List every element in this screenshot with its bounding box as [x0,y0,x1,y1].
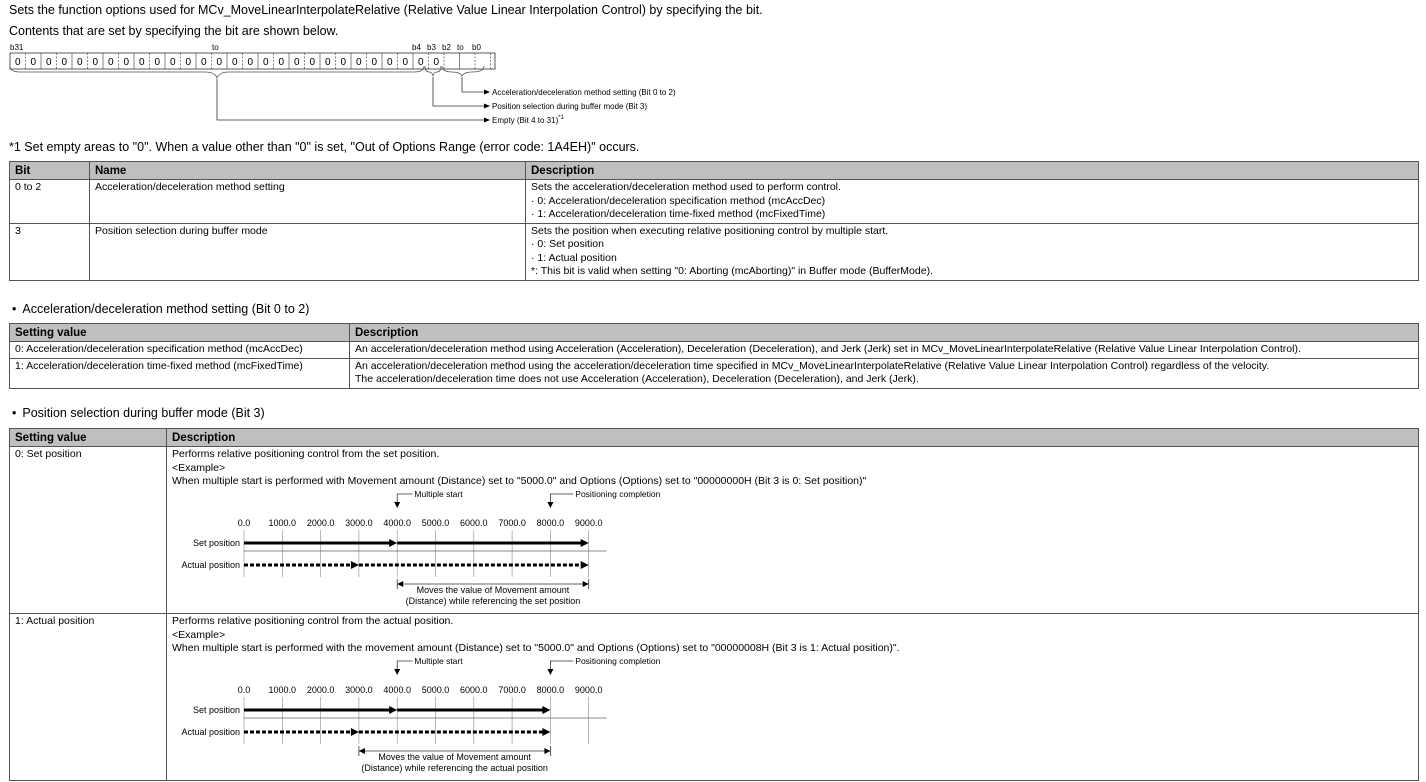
actual-position-arrowhead-2 [542,728,550,736]
section-title-acc: • Acceleration/deceleration method setting (Bit 0 to 2) [12,302,309,316]
tick-label: 7000.0 [498,684,526,695]
bit-cell-value: 0 [92,57,99,68]
footnote: *1 Set empty areas to "0". When a value other than "0" is set, "Out of Options Range (error code: 1A4EH)" occurs. [9,140,640,154]
desc-line: When multiple start is performed with the movement amount (Distance) set to "5000.0" and Options (Options) set to "00000008H (Bit 3 is 1: Actual position)". [172,642,900,654]
desc-line: Sets the acceleration/deceleration method used to perform control. [531,181,841,193]
note-arrowhead-left [359,748,365,754]
bit-cell-value: 0 [216,57,223,68]
bit-cell-value: 0 [278,57,285,68]
header-setting-value: Setting value [10,324,350,342]
bit-cell-value: 0 [61,57,68,68]
bit-cell-value: 0 [108,57,114,68]
leader-bit0-2 [462,77,484,92]
header-setting-value: Setting value [10,429,167,447]
annotation-empty-footnote-mark: *1 [558,115,564,121]
buffer-table [9,428,1419,781]
desc-line: Performs relative positioning control from the actual position. [172,615,454,627]
bit-cell-value: 0 [247,57,254,68]
bit-label-to: to [212,43,219,52]
desc-line: · 0: Set position [531,238,604,250]
bit-cell-value: 0 [201,57,207,68]
position-diagram-set [172,488,661,607]
multiple-start-arrowhead [394,669,400,675]
set-position-arrowhead-1 [389,539,397,547]
table-row [10,342,1419,359]
tick-label: 5000.0 [421,684,450,695]
note-arrowhead-right [544,748,550,754]
table-row [10,223,1419,280]
tick-label: 1000.0 [268,517,297,528]
tick-label: 0.0 [237,517,251,528]
acc-table-header [10,324,1419,342]
arrowhead-empty [484,118,490,123]
cell-description [350,342,1419,359]
bit-table-header [10,162,1419,180]
actual-position-arrowhead-1 [351,728,359,736]
cell-description [526,223,1419,280]
tick-label: 8000.0 [536,517,565,528]
tick-label: 2000.0 [306,517,335,528]
desc-line: An acceleration/deceleration method using Acceleration (Acceleration), Deceleration (Deceleration), and Jerk (Jerk) set in MCv_MoveLinearInterpolateRelative (Relative Value Linear Interpolation Control). [355,343,1301,355]
bit-cells [10,53,495,69]
arrowhead-bit0-2 [484,90,490,95]
header-description: Description [167,429,1419,447]
note-line-2: (Distance) while referencing the set position [405,595,581,606]
positioning-completion-label: Positioning completion [575,655,661,666]
multiple-start-label: Multiple start [414,655,463,666]
desc-line: · 0: Acceleration/deceleration specification method (mcAccDec) [531,194,826,207]
desc-line: <Example> [172,628,226,641]
tick-label: 7000.0 [498,517,526,528]
cell-bit: 0 to 2 [10,180,90,224]
table-row [10,180,1419,224]
bit-table [9,161,1419,281]
bit-cell-value: 0 [371,57,378,68]
annotation-empty-text: Empty (Bit 4 to 31) [492,116,559,125]
positioning-completion-leader [550,494,573,503]
actual-position-label: Actual position [181,559,240,570]
tick-label: 1000.0 [268,684,297,695]
actual-position-arrowhead-2 [581,561,589,569]
note-line-1: Moves the value of Movement amount [416,584,570,595]
tick-label: 9000.0 [574,517,603,528]
buffer-table-header [10,429,1419,447]
desc-line: When multiple start is performed with Movement amount (Distance) set to "5000.0" and Options (Options) set to "00000000H (Bit 3 is 0: Set position)" [172,475,867,487]
bit-label-b31: b31 [10,43,24,52]
bit-cell-value: 0 [309,57,316,68]
tick-label: 6000.0 [460,684,488,695]
header-description: Description [350,324,1419,342]
cell-setting-value: 0: Acceleration/deceleration specification method (mcAccDec) [10,342,350,359]
bit-label-b0: b0 [472,43,481,52]
actual-position-arrowhead-1 [351,561,359,569]
bit-diagram [0,40,760,130]
bit-cell-value: 0 [356,57,362,68]
multiple-start-leader [397,661,412,670]
note-line-2: (Distance) while referencing the actual position [361,762,548,773]
annotation-empty [492,115,565,125]
positioning-completion-arrowhead [547,502,553,508]
tick-label: 6000.0 [460,517,488,528]
bit-label-to2: to [457,43,464,52]
leader-bit3 [433,77,484,106]
cell-description [350,358,1419,388]
bit-cell-value: 0 [232,57,238,68]
bit-cell-value: 0 [46,57,52,68]
section-title-buffer: • Position selection during buffer mode (Bit 3) [12,406,265,420]
set-position-label: Set position [192,704,240,715]
header-bit: Bit [10,162,90,180]
cell-name: Acceleration/deceleration method setting [90,180,526,224]
tick-label: 4000.0 [383,517,411,528]
cell-setting-value: 1: Acceleration/deceleration time-fixed method (mcFixedTime) [10,358,350,388]
multiple-start-label: Multiple start [414,488,463,499]
arrowhead-bit3 [484,104,490,109]
bit-cell-value: 0 [402,57,409,68]
annotation-bit3: Position selection during buffer mode (Bit 3) [492,102,648,111]
intro-line-2: Contents that are set by specifying the bit are shown below. [9,24,339,38]
bit-cell-value: 0 [263,57,269,68]
acc-table [9,323,1419,389]
table-row [10,447,1419,614]
desc-line: The acceleration/deceleration time does not use Acceleration (Acceleration), Deceleration (Deceleration), and Jerk (Jerk). [355,373,919,385]
bit-cell-value: 0 [185,57,192,68]
annotation-bit0-2: Acceleration/deceleration method setting (Bit 0 to 2) [492,88,676,97]
bit-label-b3: b3 [427,43,436,52]
bit-cell-value: 0 [30,57,37,68]
bit-label-b4: b4 [412,43,421,52]
header-description: Description [526,162,1419,180]
multiple-start-arrowhead [394,502,400,508]
bit-cell-value: 0 [418,57,424,68]
cell-description [526,180,1419,224]
desc-line: · 1: Actual position [531,251,617,264]
desc-line: An acceleration/deceleration method using the acceleration/deceleration time specified in MCv_MoveLinearInterpolateRelative (Relative Value Linear Interpolation Control) regardless of the velocity. [355,359,1270,372]
cell-setting-value: 1: Actual position [10,614,167,781]
bit-cell-value: 0 [340,57,347,68]
note-line-1: Moves the value of Movement amount [378,751,531,762]
header-name: Name [90,162,526,180]
table-row [10,614,1419,781]
bit-label-b2: b2 [442,43,451,52]
tick-label: 0.0 [237,684,251,695]
bit-cell-value: 0 [294,57,300,68]
position-diagram-actual [172,655,661,774]
set-position-arrowhead-2 [542,706,550,714]
bit-cell-value: 0 [139,57,145,68]
note-arrowhead-right [583,581,589,587]
tick-label: 5000.0 [421,517,450,528]
set-position-arrowhead-2 [581,539,589,547]
positioning-completion-leader [550,661,573,670]
bit-cell-value: 0 [433,57,440,68]
bit-cell-value: 0 [77,57,83,68]
actual-position-label: Actual position [181,726,240,737]
bit-cell-value: 0 [15,57,21,68]
cell-setting-value: 0: Set position [10,447,167,614]
tick-label: 3000.0 [345,684,373,695]
positioning-completion-arrowhead [547,669,553,675]
bit-cell-value: 0 [154,57,161,68]
cell-description [167,614,1419,781]
desc-line: <Example> [172,461,226,474]
cell-name: Position selection during buffer mode [90,223,526,280]
tick-label: 4000.0 [383,684,411,695]
set-position-arrowhead-1 [389,706,397,714]
bit-cell-value: 0 [325,57,331,68]
positioning-completion-label: Positioning completion [575,488,661,499]
tick-label: 8000.0 [536,684,565,695]
table-row [10,358,1419,388]
tick-label: 9000.0 [574,684,603,695]
desc-line: *: This bit is valid when setting "0: Aborting (mcAborting)" in Buffer mode (BufferMode). [531,265,933,277]
bit-cell-value: 0 [387,57,393,68]
leader-empty [217,79,484,120]
desc-line: Performs relative positioning control from the set position. [172,448,440,460]
set-position-label: Set position [192,537,240,548]
tick-label: 3000.0 [345,517,373,528]
bit-cell-value: 0 [170,57,176,68]
cell-bit: 3 [10,223,90,280]
bit-cell-value: 0 [123,57,130,68]
cell-description [167,447,1419,614]
multiple-start-leader [397,494,412,503]
desc-line: · 1: Acceleration/deceleration time-fixed method (mcFixedTime) [531,208,826,220]
intro-line-1: Sets the function options used for MCv_MoveLinearInterpolateRelative (Relative Value Linear Interpolation Control) by specifying the bit. [9,3,763,17]
tick-label: 2000.0 [306,684,335,695]
desc-line: Sets the position when executing relative positioning control by multiple start. [531,224,889,237]
note-arrowhead-left [397,581,403,587]
